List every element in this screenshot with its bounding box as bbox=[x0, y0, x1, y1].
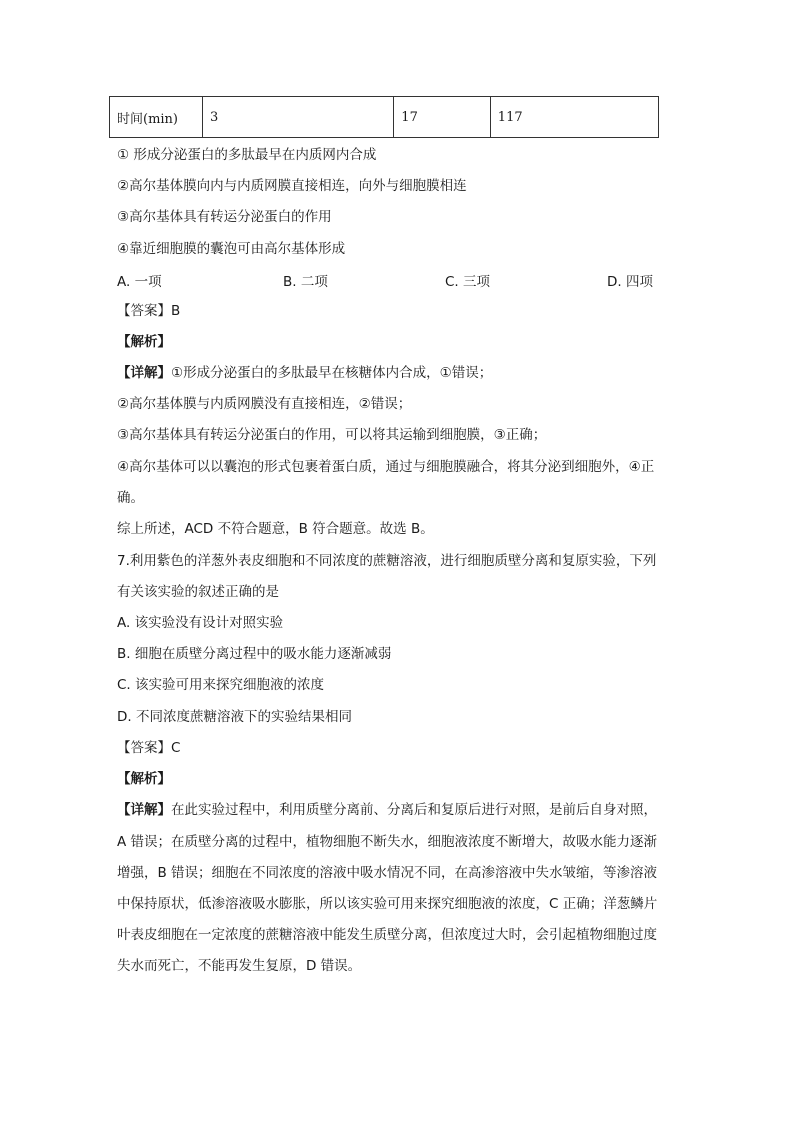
q6-answer: 【答案】B bbox=[117, 303, 181, 319]
q6-detail-heading: 【详解】 bbox=[117, 365, 171, 381]
q7-option-d: D. 不同浓度蔗糖溶液下的实验结果相同 bbox=[117, 709, 352, 725]
q6-detail-text: ①形成分泌蛋白的多肽最早在核糖体内合成，①错误； bbox=[171, 365, 493, 381]
time-table bbox=[109, 96, 659, 138]
q6-option-d: D. 四项 bbox=[607, 274, 653, 290]
q6-statement: ① 形成分泌蛋白的多肽最早在内质网内合成 bbox=[117, 147, 377, 163]
q7-detail-line: 增强，B 错误；细胞在不同浓度的溶液中吸水情况不同，在高渗溶液中失水皱缩，等渗溶液 bbox=[117, 865, 658, 881]
q7-detail-line: 失水而死亡，不能再发生复原，D 错误。 bbox=[117, 958, 362, 974]
q7-option-b: B. 细胞在质壁分离过程中的吸水能力逐渐减弱 bbox=[117, 646, 392, 662]
q7-analysis-heading: 【解析】 bbox=[117, 771, 171, 787]
q6-option-b: B. 二项 bbox=[283, 274, 328, 290]
q7-stem: 7.利用紫色的洋葱外表皮细胞和不同浓度的蔗糖溶液，进行细胞质壁分离和复原实验，下列 bbox=[117, 553, 657, 569]
q6-conclusion: 综上所述，ACD 不符合题意，B 符合题意。故选 B。 bbox=[117, 521, 434, 537]
table-row bbox=[110, 97, 659, 138]
q7-stem: 有关该实验的叙述正确的是 bbox=[117, 584, 279, 600]
q6-statement: ③高尔基体具有转运分泌蛋白的作用 bbox=[117, 209, 332, 225]
q6-detail-line: 确。 bbox=[117, 490, 144, 506]
table-cell: 时间(min) bbox=[110, 97, 203, 138]
q6-detail-line: ④高尔基体可以以囊泡的形式包裹着蛋白质，通过与细胞膜融合，将其分泌到细胞外，④正 bbox=[117, 459, 655, 475]
table-cell: 3 bbox=[202, 97, 393, 138]
q6-detail bbox=[117, 363, 492, 383]
q6-statement: ②高尔基体膜向内与内质网膜直接相连，向外与细胞膜相连 bbox=[117, 178, 467, 194]
q6-statement: ④靠近细胞膜的囊泡可由高尔基体形成 bbox=[117, 241, 346, 257]
q7-answer: 【答案】C bbox=[117, 740, 181, 756]
q7-detail-text: 在此实验过程中，利用质壁分离前、分离后和复原后进行对照，是前后自身对照， bbox=[171, 802, 657, 818]
q6-option-c: C. 三项 bbox=[445, 274, 491, 290]
q6-analysis-heading: 【解析】 bbox=[117, 334, 171, 350]
table-cell: 117 bbox=[490, 97, 658, 138]
q7-detail bbox=[117, 800, 657, 820]
q7-option-a: A. 该实验没有设计对照实验 bbox=[117, 615, 284, 631]
q7-detail-line: 中保持原状，低渗溶液吸水膨胀，所以该实验可用来探究细胞液的浓度，C 正确；洋葱鳞片 bbox=[117, 896, 658, 912]
q6-option-a: A. 一项 bbox=[117, 274, 162, 290]
q7-option-c: C. 该实验可用来探究细胞液的浓度 bbox=[117, 677, 325, 693]
q7-detail-heading: 【详解】 bbox=[117, 802, 171, 818]
q7-detail-line: A 错误；在质壁分离的过程中，植物细胞不断失水，细胞液浓度不断增大，故吸水能力逐渐 bbox=[117, 834, 658, 850]
q7-detail-line: 叶表皮细胞在一定浓度的蔗糖溶液中能发生质壁分离，但浓度过大时，会引起植物细胞过度 bbox=[117, 927, 657, 943]
q6-options bbox=[117, 270, 677, 290]
q6-detail-line: ③高尔基体具有转运分泌蛋白的作用，可以将其运输到细胞膜，③正确； bbox=[117, 427, 547, 443]
table-cell: 17 bbox=[394, 97, 491, 138]
q6-detail-line: ②高尔基体膜与内质网膜没有直接相连，②错误； bbox=[117, 396, 412, 412]
